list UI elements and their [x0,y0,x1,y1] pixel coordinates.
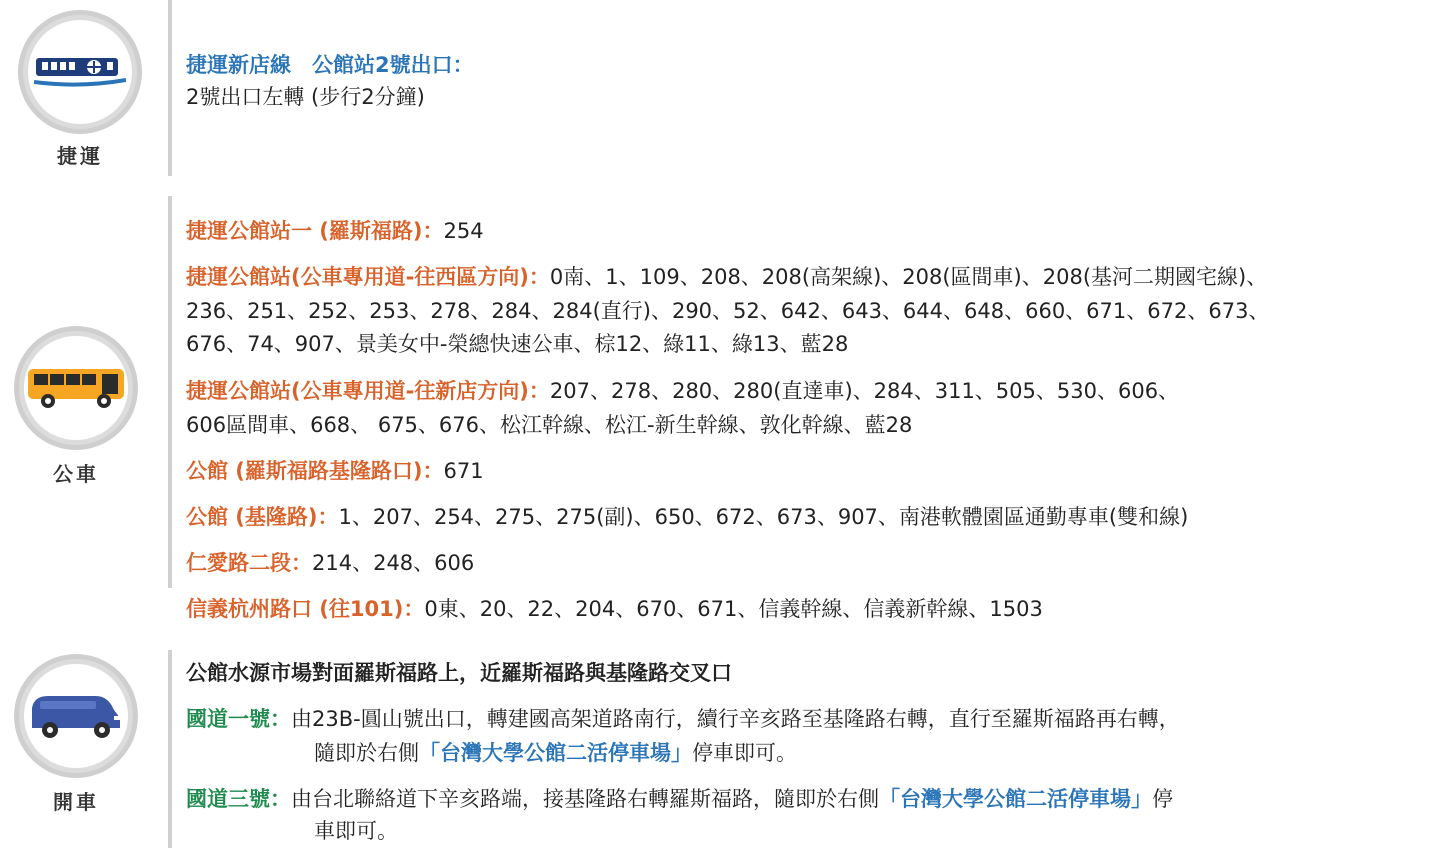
bus-routes: 207、278、280、280(直達車)、284、311、505、530、606、 [549,379,1180,403]
parking-lot-name: 「台灣大學公館二活停車場」 [879,787,1152,811]
car-label: 開車 [53,790,99,814]
car-icon-circle [14,654,138,778]
freeway1-text-post: 停車即可。 [692,741,797,765]
car-heading: 公館水源市場對面羅斯福路上，近羅斯福路與基隆路交叉口 [186,661,732,685]
metro-title: 捷運新店線 公館站2號出口： [186,53,474,77]
bus-icon [26,363,126,413]
bus-stop-1 [186,214,484,248]
bus-stop-2 [186,260,1267,294]
bus-stop-name: 捷運公館站(公車專用道-往新店方向)： [186,379,550,403]
parking-lot-name: 「台灣大學公館二活停車場」 [419,741,692,765]
metro-divider [168,0,172,176]
bus-stop-3 [186,374,1179,408]
freeway3-line1 [186,782,1173,816]
bus-routes-line: 236、251、252、253、278、284、284(直行)、290、52、642、643、644、648、660、671、672、673、 [186,299,1270,323]
freeway1-name: 國道一號： [186,707,291,731]
bus-stop-6 [186,546,474,580]
bus-routes: 0東、20、22、204、670、671、信義幹線、信義新幹線、1503 [424,597,1043,621]
metro-train-icon [34,52,126,92]
freeway3-text-pre: 由台北聯絡道下辛亥路端，接基隆路右轉羅斯福路，隨即於右側 [291,787,879,811]
bus-divider [168,196,172,588]
freeway3-name: 國道三號： [186,787,291,811]
bus-routes: 671 [443,459,484,483]
bus-stop-4 [186,454,484,488]
bus-stop-name: 公館 (羅斯福路基隆路口)： [186,459,444,483]
car-icon [26,688,126,744]
bus-routes-line: 606區間車、668、 675、676、松江幹線、松江-新生幹線、敦化幹線、藍28 [186,413,913,437]
freeway1-text: 由23B-圓山號出口，轉建國高架道路南行，續行辛亥路至基隆路右轉，直行至羅斯福路再右轉， [291,707,1180,731]
freeway1-line2 [314,736,797,770]
metro-detail: 2號出口左轉 (步行2分鐘) [186,85,425,109]
bus-stop-5 [186,500,1188,534]
metro-label: 捷運 [57,144,103,168]
bus-routes: 254 [443,219,484,243]
bus-stop-name: 公館 (基隆路)： [186,505,339,529]
car-divider [168,650,172,848]
freeway3-line2: 車即可。 [314,819,398,843]
freeway3-text-post: 停 [1152,787,1173,811]
bus-icon-circle [14,326,138,450]
bus-stop-7 [186,592,1043,626]
bus-routes: 214、248、606 [312,551,475,575]
bus-stop-name: 信義杭州路口 (往101)： [186,597,425,621]
bus-stop-name: 仁愛路二段： [186,551,312,575]
bus-label: 公車 [53,462,99,486]
freeway1-line1 [186,702,1180,736]
bus-routes: 0南、1、109、208、208(高架線)、208(區間車)、208(基河二期國宅線)、 [549,265,1268,289]
freeway1-text-pre: 隨即於右側 [314,741,419,765]
metro-icon-circle [18,10,142,134]
bus-routes: 1、207、254、275、275(副)、650、672、673、907、南港軟體園區通勤專車(雙和線) [338,505,1189,529]
bus-stop-name: 捷運公館站一 (羅斯福路)： [186,219,444,243]
bus-routes-line: 676、74、907、景美女中-榮總快速公車、棕12、綠11、綠13、藍28 [186,332,849,356]
bus-stop-name: 捷運公館站(公車專用道-往西區方向)： [186,265,550,289]
